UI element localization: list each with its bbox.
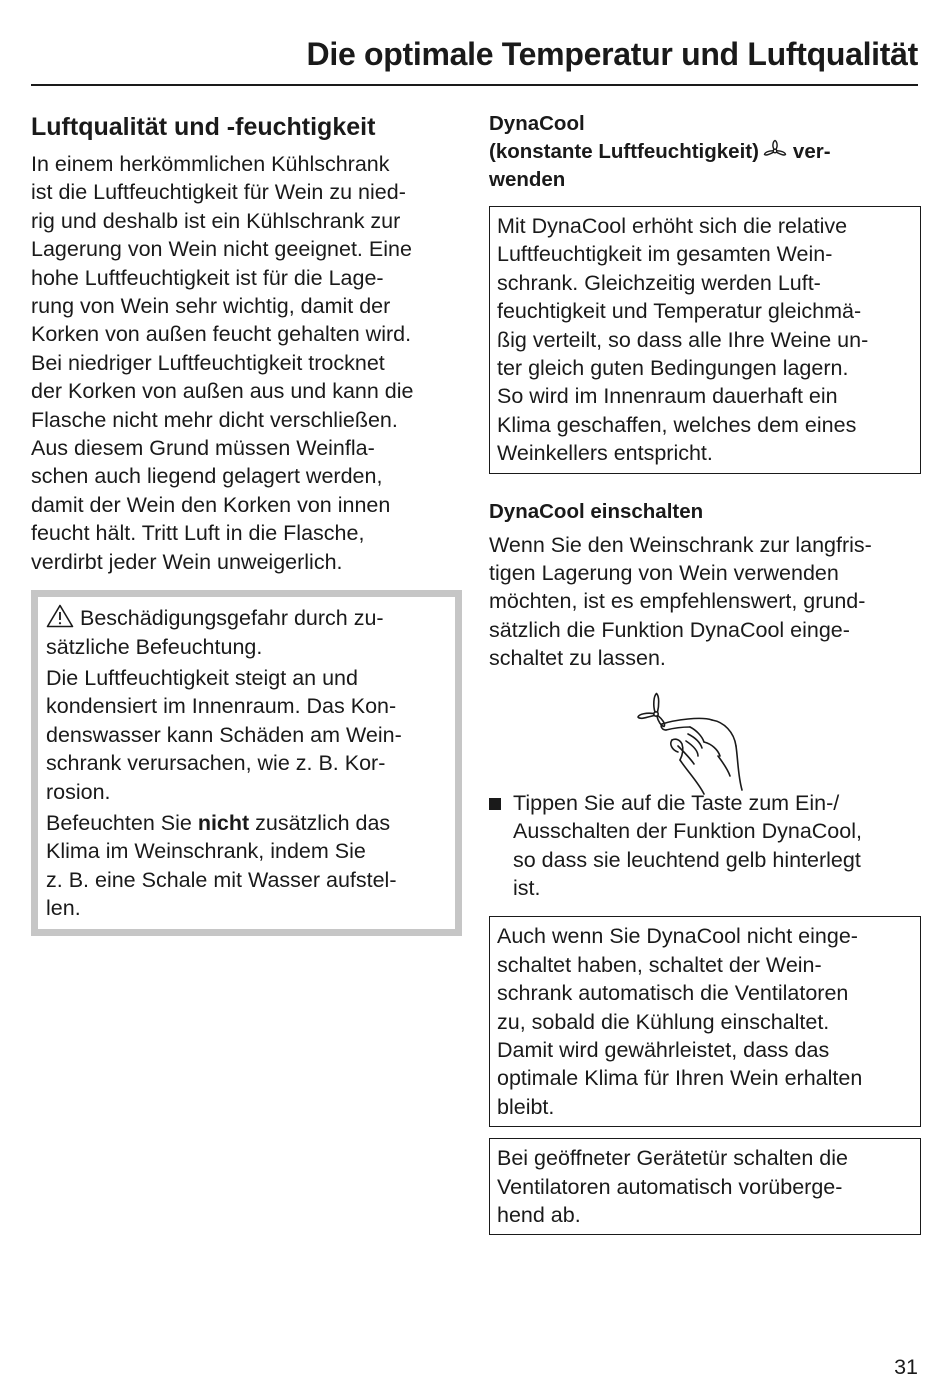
fan-icon <box>763 139 787 161</box>
info-box-ventilators <box>489 916 921 1127</box>
text-line: feucht hält. Tritt Luft in die Flasche, <box>31 521 365 546</box>
heading-line <box>489 138 922 166</box>
text-line: rosion. <box>46 779 111 804</box>
info-box-door-open <box>489 1138 921 1235</box>
text-line: zu, sobald die Kühlung einschaltet. <box>497 1009 830 1034</box>
section-heading-dynacool <box>489 110 922 194</box>
heading-fragment: (konstante Luftfeuchtigkeit) <box>489 140 759 163</box>
text-line: rung von Wein sehr wichtig, damit der <box>31 294 391 319</box>
text-line: optimale Klima für Ihren Wein erhalten <box>497 1066 863 1091</box>
intro-paragraph <box>31 150 462 576</box>
text-line: schrank. Gleichzeitig werden Luft- <box>497 270 821 295</box>
warning-box <box>31 590 462 935</box>
text-line: Flasche nicht mehr dicht verschließen. <box>31 407 398 432</box>
text-line: hohe Luftfeuchtigkeit ist für die Lage- <box>31 265 384 290</box>
text-line: So wird im Innenraum dauerhaft ein <box>497 384 838 409</box>
text-line: schaltet zu lassen. <box>489 646 666 671</box>
text-line: sätzliche Befeuchtung. <box>46 634 263 659</box>
text-line: Ausschalten der Funktion DynaCool, <box>513 819 862 844</box>
subheading-dynacool-einschalten: DynaCool einschalten <box>489 499 704 523</box>
hand-touch-fan-illustration <box>632 690 752 798</box>
text-line: verdirbt jeder Wein unweigerlich. <box>31 549 343 574</box>
bullet-square-icon <box>489 798 501 810</box>
text-line: Luftfeuchtigkeit im gesamten Wein- <box>497 242 833 267</box>
right-column <box>489 110 922 1235</box>
heading-line: wenden <box>489 168 566 191</box>
text-line: möchten, ist es empfehlenswert, grund- <box>489 589 866 614</box>
text-line: Mit DynaCool erhöht sich die relative <box>497 214 848 238</box>
left-column <box>31 110 462 936</box>
text-line: schaltet haben, schaltet der Wein- <box>497 952 822 977</box>
text-fragment: zusätzlich das <box>249 810 391 835</box>
text-line: ßig verteilt, so dass alle Ihre Weine un- <box>497 327 869 352</box>
text-line: len. <box>46 896 81 921</box>
text-line: rig und deshalb ist ein Kühlschrank zur <box>31 208 401 233</box>
text-line <box>46 809 447 837</box>
warning-title <box>46 604 447 661</box>
warning-triangle-icon <box>46 604 74 628</box>
text-line: Wenn Sie den Weinschrank zur langfris- <box>489 532 872 557</box>
text-line: ist. <box>513 875 541 900</box>
text-line: Aus diesem Grund müssen Weinfla- <box>31 436 375 461</box>
text-line: Bei geöffneter Gerätetür schalten die <box>497 1146 848 1171</box>
text-line <box>46 604 447 632</box>
heading-fragment: ver- <box>792 140 831 163</box>
text-line: denswasser kann Schäden am Wein- <box>46 722 402 747</box>
text-fragment: Befeuchten Sie <box>46 810 198 835</box>
text-line: Lagerung von Wein nicht geeignet. Eine <box>31 237 412 262</box>
text-line: schrank verursachen, wie z. B. Kor- <box>46 751 386 776</box>
text-line: Korken von außen feucht gehalten wird. <box>31 322 412 347</box>
text-line: so dass sie leuchtend gelb hinterlegt <box>513 847 861 872</box>
section-heading-air-quality: Luftqualität und -feuchtigkeit <box>31 113 376 141</box>
text-line: der Korken von außen aus und kann die <box>31 379 414 404</box>
text-line: Weinkellers entspricht. <box>497 441 713 466</box>
text-line: schrank automatisch die Ventilatoren <box>497 981 849 1006</box>
text-line: schen auch liegend gelagert werden, <box>31 464 383 489</box>
title-divider <box>31 84 918 86</box>
text-line: Auch wenn Sie DynaCool nicht einge- <box>497 924 858 949</box>
text-line: Tippen Sie auf die Taste zum Ein-/ <box>513 790 840 815</box>
text-line: In einem herkömmlichen Kühlschrank <box>31 152 390 176</box>
text-line: tigen Lagerung von Wein verwenden <box>489 561 839 586</box>
heading-line: DynaCool <box>489 112 585 135</box>
text-line: Ventilatoren automatisch vorüberge- <box>497 1174 843 1199</box>
warning-explanation <box>46 664 447 806</box>
text-line: hend ab. <box>497 1202 581 1227</box>
text-line: Klima geschaffen, welches dem eines <box>497 412 857 437</box>
emphasis-nicht: nicht <box>197 810 250 835</box>
text-line: Klima im Weinschrank, indem Sie <box>46 839 366 864</box>
text-line: damit der Wein den Korken von innen <box>31 492 391 517</box>
dynacool-paragraph <box>489 531 922 673</box>
page-number: 31 <box>894 1355 918 1379</box>
text-line: kondensiert im Innenraum. Das Kon- <box>46 694 397 719</box>
info-box-dynacool <box>489 206 921 474</box>
text-line: ter gleich guten Bedingungen lagern. <box>497 356 849 381</box>
text-line: Die Luftfeuchtigkeit steigt an und <box>46 665 358 690</box>
text-line: z. B. eine Schale mit Wasser aufstel- <box>46 867 397 892</box>
text-line: bleibt. <box>497 1094 555 1119</box>
warning-instruction <box>46 809 447 923</box>
instruction-bullet <box>489 789 922 903</box>
text-line: feuchtigkeit und Temperatur gleichmä- <box>497 299 862 324</box>
text-line: ist die Luftfeuchtigkeit für Wein zu nied- <box>31 180 406 205</box>
text-line: Damit wird gewährleistet, dass das <box>497 1037 830 1062</box>
page-title: Die optimale Temperatur und Luftqualität <box>306 36 918 72</box>
warning-title-text: Beschädigungsgefahr durch zu- <box>80 606 384 631</box>
text-line: sätzlich die Funktion DynaCool einge- <box>489 617 850 642</box>
text-line: Bei niedriger Luftfeuchtigkeit trocknet <box>31 350 385 375</box>
